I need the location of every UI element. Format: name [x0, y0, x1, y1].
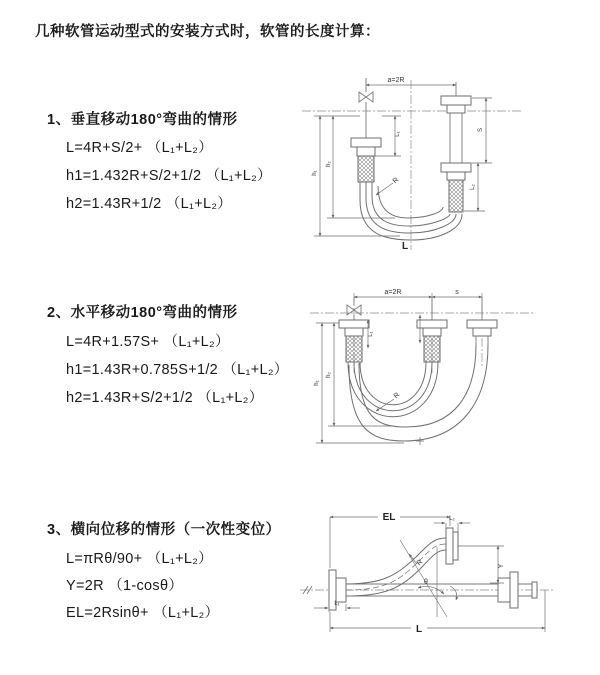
dim-label-l2: L₂	[470, 184, 476, 190]
dim-label-h2: h₂	[326, 161, 332, 167]
bottom-center-tick	[416, 437, 424, 445]
right-pipe-walls	[450, 113, 462, 163]
dim-label-length: L	[415, 624, 423, 635]
right-flange-plate-mid	[441, 163, 471, 172]
section-2-formula-l: L=4R+1.57S+ （L₁+L₂）	[66, 334, 230, 350]
section-2-formula-h1: h1=1.43R+0.785S+1/2 （L₁+L₂）	[66, 362, 289, 378]
middle-flange-plate	[417, 320, 447, 328]
right-end-cap	[532, 582, 537, 598]
right-flange-plate-top	[441, 96, 471, 105]
middle-flange-hub	[423, 328, 441, 336]
diagram-vertical-180-bend	[300, 68, 525, 258]
hose-pos1-outer	[348, 362, 438, 417]
dim-label-el: EL	[382, 512, 396, 523]
right-flange-plate	[510, 572, 518, 608]
section-1-formula-h1: h1=1.432R+S/2+1/2 （L₁+L₂）	[66, 168, 272, 184]
displaced-flange-plate	[446, 528, 453, 564]
left-braid-section	[346, 336, 362, 362]
hose-pos1-inner	[360, 362, 426, 405]
section-3-heading: 3、横向位移的情形（一次性变位）	[47, 522, 281, 538]
right-flange-hub-mid	[447, 172, 465, 180]
radius-label: R	[415, 558, 425, 568]
section-3-formula-el: EL=2Rsinθ+ （L₁+L₂）	[66, 605, 220, 621]
right-flange-hub	[498, 578, 510, 602]
theta-label: θ	[424, 579, 428, 586]
section-1-formula-l: L=4R+S/2+ （L₁+L₂）	[66, 140, 214, 156]
diagram-horizontal-180-bend	[308, 283, 536, 463]
dim-label-h1: h₁	[314, 380, 320, 386]
diagram-lateral-displacement	[298, 498, 560, 645]
displaced-flange-cap	[453, 532, 458, 560]
left-flange-hub	[345, 328, 363, 336]
dim-label-l1: L₁	[334, 601, 340, 607]
left-flange-plate	[351, 138, 381, 147]
dim-label-a2r: a=2R	[387, 77, 405, 84]
hose-curve-inner	[378, 186, 443, 218]
dim-ext-h	[314, 116, 400, 236]
dim-label-y: Y	[498, 563, 505, 569]
dim-label-h1: h₁	[312, 170, 318, 176]
left-braid-section	[358, 156, 374, 182]
section-1-heading: 1、垂直移动180°弯曲的情形	[47, 112, 238, 128]
hose-pos2-inner	[359, 345, 476, 427]
dim-label-l2: L₂	[449, 516, 455, 522]
dim-label-s: s	[455, 289, 459, 296]
section-3-formula-l: L=πRθ/90+ （L₁+L₂）	[66, 551, 213, 567]
dim-label-s: S	[478, 127, 484, 133]
hose-upper-wall	[346, 538, 446, 584]
section-2-formula-h2: h2=1.43R+S/2+1/2 （L₁+L₂）	[66, 390, 264, 406]
radius-label: R	[392, 391, 402, 401]
right-flange-hub	[473, 328, 491, 336]
left-flange-plate	[339, 320, 369, 328]
section-3-formula-y: Y=2R （1-cosθ）	[66, 578, 184, 594]
theta-arc-2	[450, 586, 457, 600]
radius-label: R	[391, 176, 401, 186]
left-flange-hub	[357, 147, 375, 156]
section-1-formula-h2: h2=1.43R+1/2 （L₁+L₂）	[66, 196, 233, 212]
right-braid-section	[449, 180, 463, 212]
right-flange-hub-top	[447, 105, 465, 113]
dim-label-l1: L₁	[395, 131, 401, 137]
right-flange-plate	[467, 320, 497, 328]
left-flange-hub	[336, 578, 346, 602]
valve-icon	[359, 92, 373, 102]
section-2-heading: 2、水平移动180°弯曲的情形	[47, 305, 238, 321]
dim-label-h2: h₂	[326, 372, 332, 378]
length-label: L	[401, 241, 409, 252]
middle-braid-section	[424, 336, 440, 362]
dim-label-l1: L₁	[368, 331, 374, 337]
dim-label-a2r: a=2R	[384, 289, 402, 296]
page-title: 几种软管运动型式的安装方式时，软管的长度计算：	[35, 24, 380, 40]
